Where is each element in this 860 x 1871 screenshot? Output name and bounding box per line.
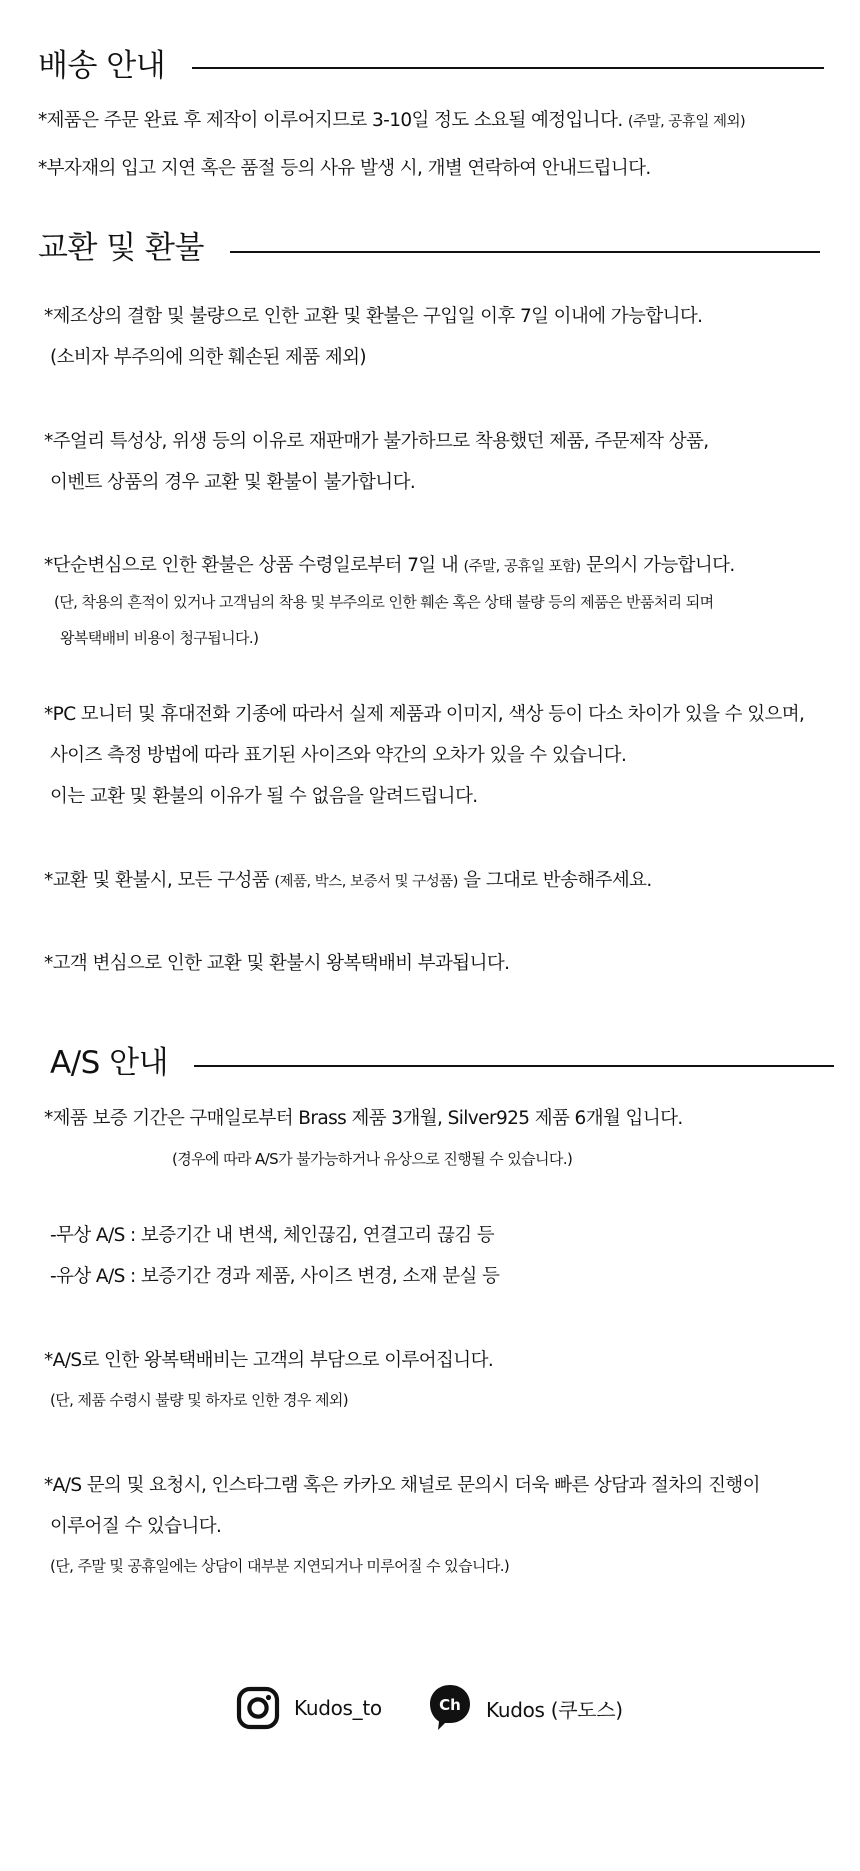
change-of-mind-text-end: 문의시 가능합니다. [585, 555, 735, 576]
exchange-jewelry-text-2: 이벤트 상품의 경우 교환 및 환불이 불가합니다. [50, 472, 416, 493]
instagram-link[interactable] [236, 1686, 382, 1730]
as-section-title: A/S 안내 [50, 1045, 169, 1081]
shipping-divider [192, 67, 824, 69]
instagram-icon [236, 1686, 280, 1730]
change-of-mind-condition-2: 왕복택배비 비용이 청구됩니다.) [60, 629, 259, 647]
kakao-channel-name: Kudos (쿠도스) [486, 1697, 623, 1722]
shipping-line-1 [38, 106, 745, 132]
exchange-defect-text: *제조상의 결함 및 불량으로 인한 교환 및 환불은 구입일 이후 7일 이내에 가능합니다. [44, 306, 703, 327]
warranty-period-text: *제품 보증 기간은 구매일로부터 Brass 제품 3개월, Silver925 제품 6개월 입니다. [44, 1108, 683, 1129]
exchange-divider [230, 251, 820, 253]
return-shipping-fee-text: *고객 변심으로 인한 교환 및 환불시 왕복택배비 부과됩니다. [44, 953, 510, 974]
exchange-defect-note: (소비자 부주의에 의한 훼손된 제품 제외) [50, 347, 366, 368]
return-components-note: (제품, 박스, 보증서 및 구성품) [274, 874, 458, 890]
free-as-text: -무상 A/S : 보증기간 내 변색, 체인끊김, 연결고리 끊김 등 [50, 1225, 495, 1246]
change-of-mind-note: (주말, 공휴일 포함) [463, 559, 581, 575]
as-inquiry-text-1: *A/S 문의 및 요청시, 인스타그램 혹은 카카오 채널로 문의시 더욱 빠른 상담과 절차의 진행이 [44, 1475, 760, 1496]
monitor-notice-3: 이는 교환 및 환불의 이유가 될 수 없음을 알려드립니다. [50, 786, 478, 807]
monitor-notice-2: 사이즈 측정 방법에 따라 표기된 사이즈와 약간의 오차가 있을 수 있습니다. [50, 745, 627, 766]
exchange-section-title: 교환 및 환불 [38, 230, 204, 266]
change-of-mind-text: *단순변심으로 인한 환불은 상품 수령일로부터 7일 내 [44, 555, 459, 576]
shipping-lead-time-note: (주말, 공휴일 제외) [627, 114, 746, 130]
kakao-badge-text: Ch [439, 1696, 461, 1714]
shipping-section-title: 배송 안내 [38, 48, 166, 84]
as-shipping-text: *A/S로 인한 왕복택배비는 고객의 부담으로 이루어집니다. [44, 1350, 494, 1371]
monitor-notice-1: *PC 모니터 및 휴대전화 기종에 따라서 실제 제품과 이미지, 색상 등이 다소 차이가 있을 수 있으며, [44, 704, 805, 725]
exchange-jewelry-text-1: *주얼리 특성상, 위생 등의 이유로 재판매가 불가하므로 착용했던 제품, 주문제작 상품, [44, 431, 709, 452]
kakao-channel-icon [428, 1683, 472, 1733]
as-inquiry-text-2: 이루어질 수 있습니다. [50, 1516, 222, 1537]
change-of-mind-condition-1: (단, 착용의 흔적이 있거나 고객님의 착용 및 부주의로 인한 훼손 혹은 상태 불량 등의 제품은 반품처리 되며 [54, 593, 714, 611]
return-components-text: *교환 및 환불시, 모든 구성품 [44, 870, 270, 891]
as-divider [194, 1065, 834, 1067]
exchange-change-of-mind-line [44, 551, 735, 577]
shipping-lead-time-text: *제품은 주문 완료 후 제작이 이루어지므로 3-10일 정도 소요될 예정입니다. [38, 110, 623, 131]
kakao-channel-link[interactable] [428, 1683, 623, 1733]
warranty-period-note: (경우에 따라 A/S가 불가능하거나 유상으로 진행될 수 있습니다.) [172, 1150, 573, 1168]
return-components-text-end: 을 그대로 반송해주세요. [463, 870, 652, 891]
instagram-handle: Kudos_to [294, 1696, 382, 1720]
as-shipping-note: (단, 제품 수령시 불량 및 하자로 인한 경우 제외) [50, 1391, 349, 1409]
as-inquiry-note: (단, 주말 및 공휴일에는 상담이 대부분 지연되거나 미루어질 수 있습니다.) [50, 1557, 510, 1575]
shipping-line-2: *부자재의 입고 지연 혹은 품절 등의 사유 발생 시, 개별 연락하여 안내드립니다. [38, 158, 651, 179]
paid-as-text: -유상 A/S : 보증기간 경과 제품, 사이즈 변경, 소재 분실 등 [50, 1266, 500, 1287]
return-components-line [44, 866, 652, 892]
